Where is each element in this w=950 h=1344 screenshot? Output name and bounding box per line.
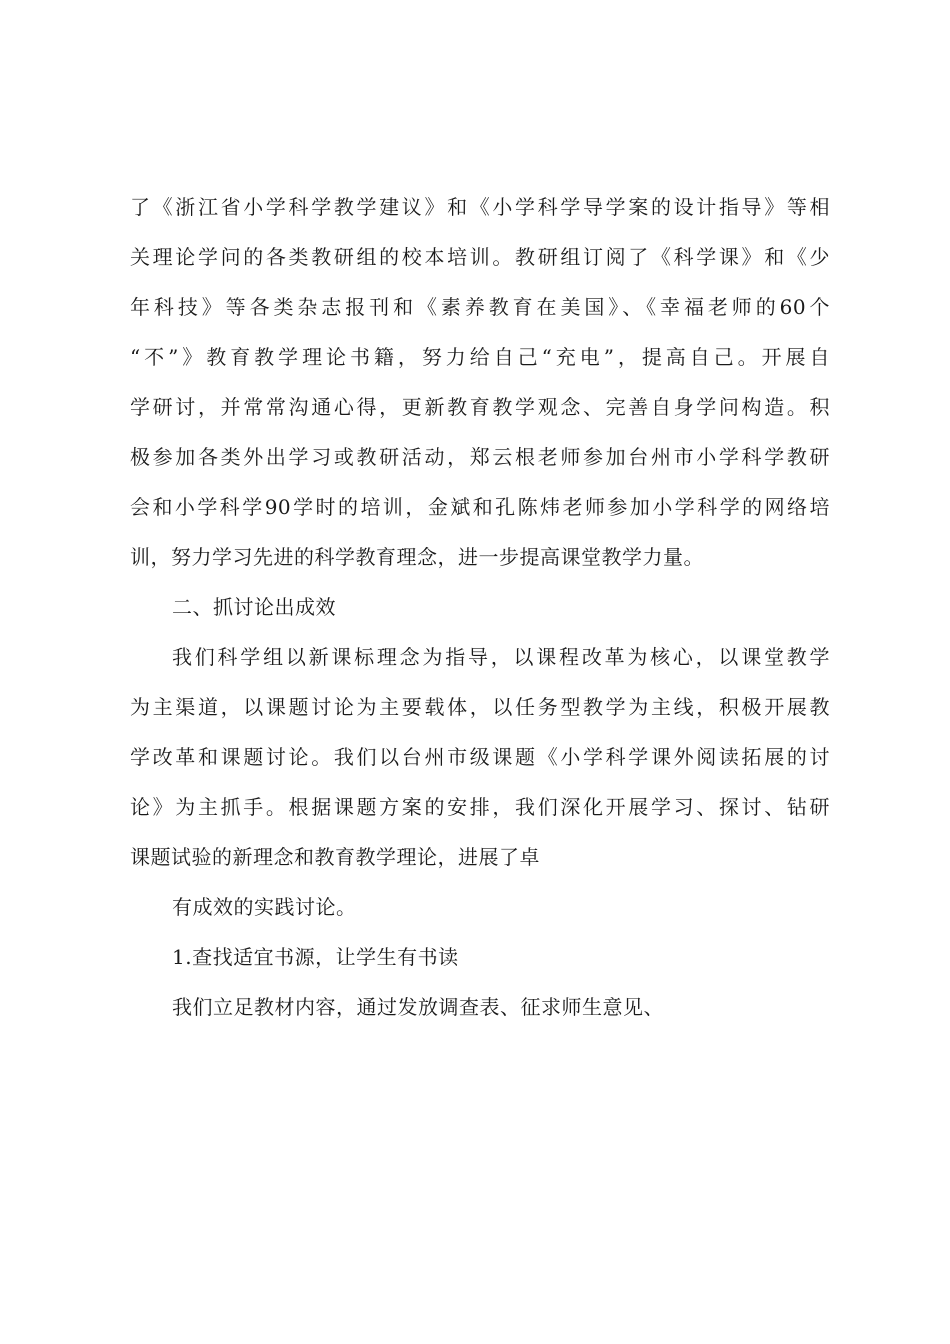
paragraph-1-line-1: 了《浙江省小学科学教学建议》和《小学科学导学案的设计指导》等相: [130, 195, 830, 219]
paragraph-2-line-1: 我们科学组以新课标理念为指导，以课程改革为核心，以课堂教学: [172, 645, 830, 669]
paragraph-1-line-4: “不”》教育教学理论书籍，努力给自己“充电”，提高自己。开展自: [130, 345, 830, 369]
paragraph-3: 有成效的实践讨论。: [172, 895, 357, 919]
section-heading-2: 二、抓讨论出成效: [172, 595, 336, 619]
paragraph-1-line-8: 训，努力学习先进的科学教育理念，进一步提高课堂教学力量。: [130, 545, 704, 569]
paragraph-1-line-5: 学研讨，并常常沟通心得，更新教育教学观念、完善自身学问构造。积: [130, 395, 830, 419]
paragraph-2-line-2: 为主渠道，以课题讨论为主要载体，以任务型教学为主线，积极开展教: [130, 695, 830, 719]
paragraph-1-line-7: 会和小学科学90学时的培训，金斌和孔陈炜老师参加小学科学的网络培: [130, 495, 830, 519]
paragraph-1-line-6: 极参加各类外出学习或教研活动，郑云根老师参加台州市小学科学教研: [130, 445, 830, 469]
paragraph-1-line-3: 年科技》等各类杂志报刊和《素养教育在美国》、《幸福老师的60个: [130, 295, 830, 319]
paragraph-2-line-3: 学改革和课题讨论。我们以台州市级课题《小学科学课外阅读拓展的讨: [130, 745, 830, 769]
paragraph-1-line-2: 关理论学问的各类教研组的校本培训。教研组订阅了《科学课》和《少: [130, 245, 830, 269]
subheading-1: 1.查找适宜书源，让学生有书读: [172, 945, 459, 969]
paragraph-4: 我们立足教材内容，通过发放调查表、征求师生意见、: [172, 995, 664, 1019]
paragraph-2-line-4: 论》为主抓手。根据课题方案的安排，我们深化开展学习、探讨、钻研: [130, 795, 830, 819]
paragraph-2-line-5: 课题试验的新理念和教育教学理论，进展了卓: [130, 845, 540, 869]
